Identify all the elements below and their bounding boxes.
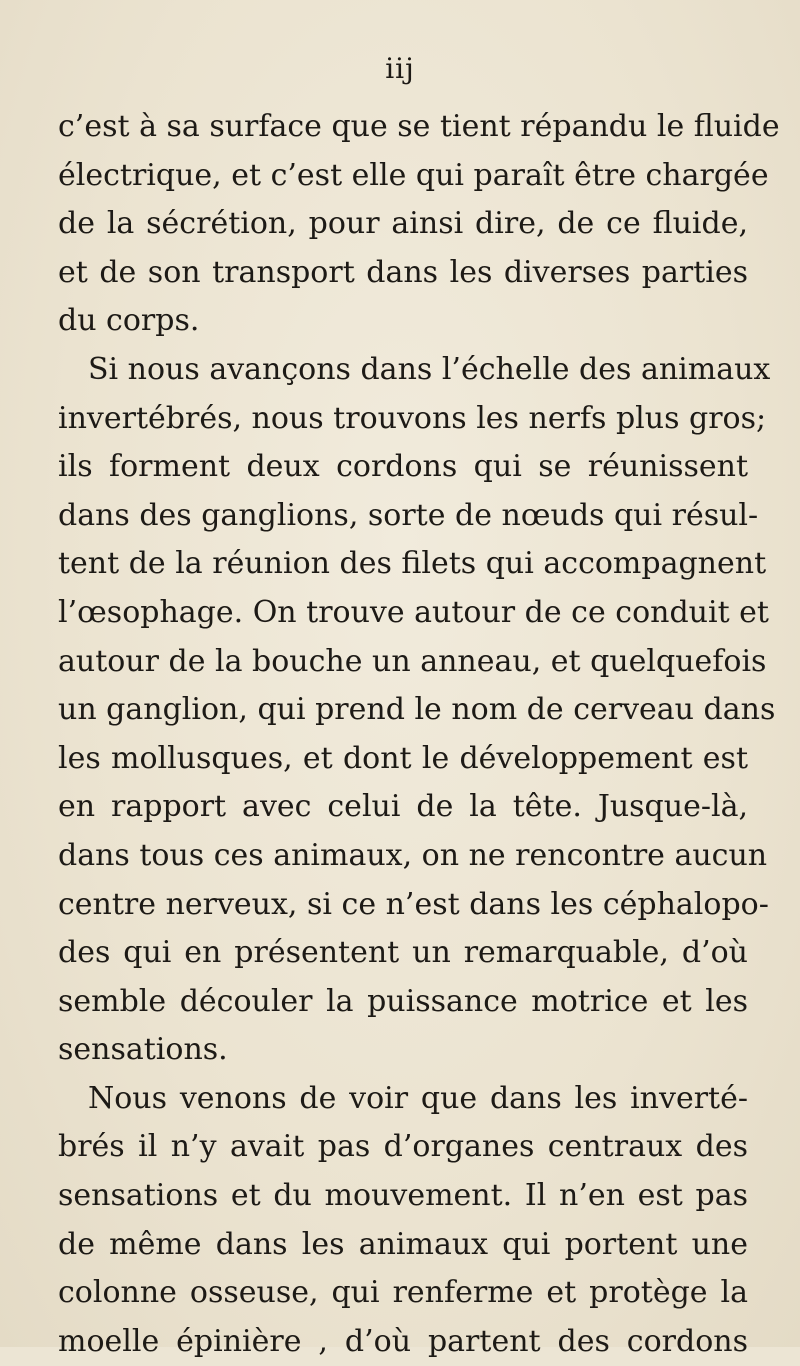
text-line: et de son transport dans les diverses parties bbox=[58, 254, 748, 290]
text-line: ils forment deux cordons qui se réunissent bbox=[58, 449, 748, 485]
text-line: moelle épinière , d’où partent des cordons bbox=[58, 1323, 748, 1359]
page-number: iij bbox=[385, 52, 415, 85]
text-line: autour de la bouche un anneau, et quelquefois bbox=[58, 643, 767, 679]
text-line: de la sécrétion, pour ainsi dire, de ce fluide, bbox=[58, 206, 748, 242]
text-line: sensations et du mouvement. Il n’en est pas bbox=[58, 1178, 748, 1214]
text-line: sensations. bbox=[58, 1032, 228, 1068]
text-line: brés il n’y avait pas d’organes centraux des bbox=[58, 1129, 748, 1165]
text-line: invertébrés, nous trouvons les nerfs plus gros; bbox=[58, 400, 767, 436]
text-line: des qui en présentent un remarquable, d’où bbox=[58, 935, 748, 971]
text-line: un ganglion, qui prend le nom de cerveau dans bbox=[58, 692, 776, 728]
text-line: les mollusques, et dont le développement est bbox=[58, 740, 748, 776]
text-line: semble découler la puissance motrice et les bbox=[58, 983, 748, 1019]
text-line: centre nerveux, si ce n’est dans les céphalopo- bbox=[58, 886, 769, 922]
text-line: dans des ganglions, sorte de nœuds qui résul- bbox=[58, 497, 759, 533]
text-line: tent de la réunion des filets qui accompagnent bbox=[58, 546, 767, 582]
text-line: l’œsophage. On trouve autour de ce conduit et bbox=[58, 594, 769, 630]
text-line: c’est à sa surface que se tient répandu le fluide bbox=[58, 109, 780, 144]
text-line: de même dans les animaux qui portent une bbox=[58, 1226, 748, 1262]
text-line: électrique, et c’est elle qui paraît être chargée bbox=[58, 157, 769, 193]
text-line: Si nous avançons dans l’échelle des animaux bbox=[88, 351, 771, 387]
text-line: colonne osseuse, qui renferme et protège la bbox=[58, 1275, 748, 1311]
text-line: dans tous ces animaux, on ne rencontre aucun bbox=[58, 837, 768, 873]
text-line: Nous venons de voir que dans les inverté- bbox=[88, 1080, 748, 1116]
body-text bbox=[58, 103, 780, 1366]
text-line: du corps. bbox=[58, 303, 200, 339]
text-line: en rapport avec celui de la tête. Jusque-là, bbox=[58, 789, 748, 825]
